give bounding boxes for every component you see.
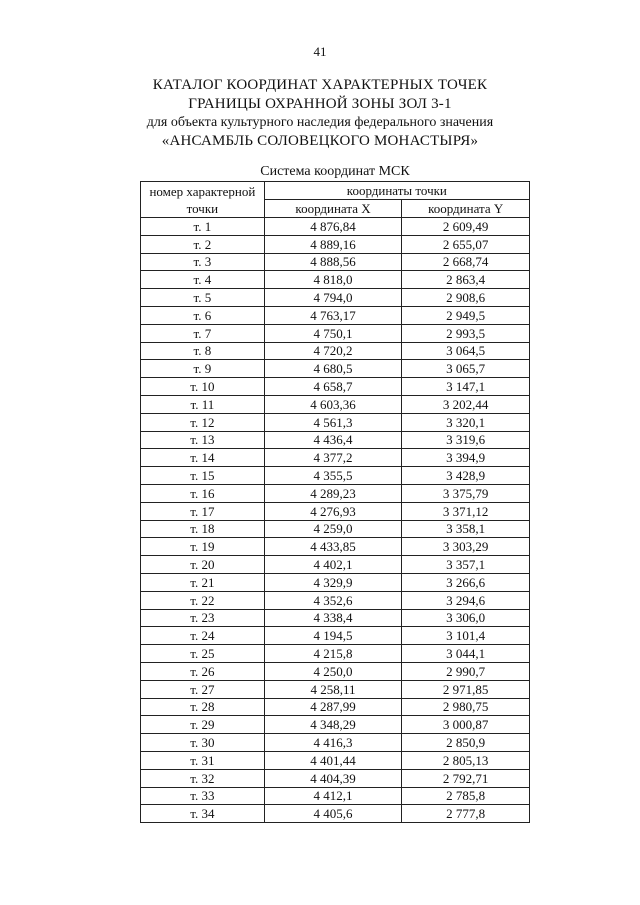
coordinate-x-cell: 4 436,4 [264,431,402,449]
point-number-cell: т. 24 [141,627,265,645]
point-number-cell: т. 14 [141,449,265,467]
coordinate-x-cell: 4 259,0 [264,520,402,538]
coordinate-x-cell: 4 329,9 [264,573,402,591]
table-row [141,484,530,502]
coordinate-y-cell: 2 792,71 [402,769,530,787]
table-row [141,306,530,324]
coordinate-y-cell: 2 993,5 [402,324,530,342]
point-number-cell: т. 21 [141,573,265,591]
table-row [141,538,530,556]
coordinate-x-cell: 4 680,5 [264,360,402,378]
coordinate-x-cell: 4 401,44 [264,751,402,769]
coordinate-x-cell: 4 215,8 [264,645,402,663]
coordinate-y-cell: 3 101,4 [402,627,530,645]
table-row [141,218,530,236]
coordinate-y-cell: 2 863,4 [402,271,530,289]
table-row [141,395,530,413]
coordinate-y-cell: 3 000,87 [402,716,530,734]
coordinate-x-cell: 4 750,1 [264,324,402,342]
coordinate-x-cell: 4 258,11 [264,680,402,698]
point-number-cell: т. 2 [141,235,265,253]
table-row [141,627,530,645]
coordinate-x-cell: 4 276,93 [264,502,402,520]
coordinate-y-cell: 3 371,12 [402,502,530,520]
point-number-cell: т. 5 [141,289,265,307]
point-number-cell: т. 23 [141,609,265,627]
table-row [141,235,530,253]
coordinate-y-cell: 3 064,5 [402,342,530,360]
page-number: 41 [313,44,327,59]
header-coordinate-y: координата Y [402,200,530,218]
coordinate-y-cell: 3 065,7 [402,360,530,378]
point-number-cell: т. 12 [141,413,265,431]
point-number-cell: т. 16 [141,484,265,502]
coordinate-x-cell: 4 287,99 [264,698,402,716]
coordinate-y-cell: 2 990,7 [402,662,530,680]
coordinate-y-cell: 3 428,9 [402,467,530,485]
table-row [141,431,530,449]
coordinate-x-cell: 4 338,4 [264,609,402,627]
coordinate-y-cell: 2 609,49 [402,218,530,236]
coordinate-x-cell: 4 352,6 [264,591,402,609]
coordinate-x-cell: 4 412,1 [264,787,402,805]
coordinate-system-caption: Система координат МСК [260,164,410,179]
coordinate-y-cell: 3 306,0 [402,609,530,627]
table-row [141,645,530,663]
table-row [141,467,530,485]
coordinate-y-cell: 3 303,29 [402,538,530,556]
table-row [141,662,530,680]
coordinate-y-cell: 2 850,9 [402,734,530,752]
table-row [141,591,530,609]
point-number-cell: т. 6 [141,306,265,324]
table-row [141,573,530,591]
table-row [141,502,530,520]
coordinate-x-cell: 4 720,2 [264,342,402,360]
coordinate-x-cell: 4 402,1 [264,556,402,574]
coordinate-x-cell: 4 404,39 [264,769,402,787]
coordinate-y-cell: 2 980,75 [402,698,530,716]
point-number-cell: т. 30 [141,734,265,752]
point-number-cell: т. 27 [141,680,265,698]
header-point-number: номер характерной точки [141,182,265,218]
table-row [141,805,530,823]
coordinate-x-cell: 4 888,56 [264,253,402,271]
point-number-cell: т. 34 [141,805,265,823]
coordinate-y-cell: 3 294,6 [402,591,530,609]
coordinate-y-cell: 2 655,07 [402,235,530,253]
coordinate-x-cell: 4 763,17 [264,306,402,324]
point-number-cell: т. 10 [141,378,265,396]
point-number-cell: т. 13 [141,431,265,449]
table-body [141,218,530,823]
title-line-4: «АНСАМБЛЬ СОЛОВЕЦКОГО МОНАСТЫРЯ» [161,133,479,149]
coordinate-x-cell: 4 355,5 [264,467,402,485]
table-row [141,413,530,431]
point-number-cell: т. 31 [141,751,265,769]
document-title [0,76,640,151]
coordinate-x-cell: 4 289,23 [264,484,402,502]
table-row [141,253,530,271]
table-row [141,342,530,360]
coordinate-x-cell: 4 876,84 [264,218,402,236]
point-number-cell: т. 7 [141,324,265,342]
table-row [141,751,530,769]
header-coordinates: координаты точки [264,182,529,200]
point-number-cell: т. 18 [141,520,265,538]
coordinate-x-cell: 4 194,5 [264,627,402,645]
point-number-cell: т. 19 [141,538,265,556]
coordinate-x-cell: 4 794,0 [264,289,402,307]
coordinate-y-cell: 3 375,79 [402,484,530,502]
coordinate-y-cell: 2 668,74 [402,253,530,271]
point-number-cell: т. 17 [141,502,265,520]
point-number-cell: т. 1 [141,218,265,236]
coordinate-y-cell: 3 394,9 [402,449,530,467]
coordinate-x-cell: 4 603,36 [264,395,402,413]
point-number-cell: т. 15 [141,467,265,485]
point-number-cell: т. 26 [141,662,265,680]
point-number-cell: т. 20 [141,556,265,574]
table-row [141,609,530,627]
table-row [141,787,530,805]
coordinate-x-cell: 4 561,3 [264,413,402,431]
table-row [141,324,530,342]
table-row [141,520,530,538]
table-row [141,289,530,307]
table-row [141,716,530,734]
point-number-cell: т. 9 [141,360,265,378]
coordinate-y-cell: 3 358,1 [402,520,530,538]
coordinate-x-cell: 4 889,16 [264,235,402,253]
point-number-cell: т. 32 [141,769,265,787]
table-row [141,449,530,467]
point-number-cell: т. 28 [141,698,265,716]
coordinate-y-cell: 2 777,8 [402,805,530,823]
title-line-3: для объекта культурного наследия федерального значения [146,115,494,130]
coordinate-x-cell: 4 658,7 [264,378,402,396]
table-row [141,680,530,698]
coordinate-x-cell: 4 250,0 [264,662,402,680]
table-row [141,698,530,716]
coordinate-x-cell: 4 433,85 [264,538,402,556]
coordinate-x-cell: 4 348,29 [264,716,402,734]
coordinate-y-cell: 3 320,1 [402,413,530,431]
point-number-cell: т. 33 [141,787,265,805]
coordinate-y-cell: 3 147,1 [402,378,530,396]
coordinate-y-cell: 2 785,8 [402,787,530,805]
point-number-cell: т. 29 [141,716,265,734]
coordinate-x-cell: 4 818,0 [264,271,402,289]
coordinate-y-cell: 2 908,6 [402,289,530,307]
point-number-cell: т. 11 [141,395,265,413]
coordinate-x-cell: 4 377,2 [264,449,402,467]
title-line-2: ГРАНИЦЫ ОХРАННОЙ ЗОНЫ ЗОЛ 3-1 [188,96,452,112]
coordinate-x-cell: 4 416,3 [264,734,402,752]
table-row [141,769,530,787]
coordinate-y-cell: 3 044,1 [402,645,530,663]
point-number-cell: т. 22 [141,591,265,609]
coordinates-table [140,181,530,823]
table-row [141,734,530,752]
coordinate-y-cell: 2 971,85 [402,680,530,698]
coordinate-y-cell: 2 949,5 [402,306,530,324]
coordinate-y-cell: 3 202,44 [402,395,530,413]
coordinate-y-cell: 3 357,1 [402,556,530,574]
point-number-cell: т. 3 [141,253,265,271]
table-row [141,378,530,396]
point-number-cell: т. 25 [141,645,265,663]
coordinate-y-cell: 3 319,6 [402,431,530,449]
point-number-cell: т. 8 [141,342,265,360]
header-coordinate-x: координата X [264,200,402,218]
title-line-1: КАТАЛОГ КООРДИНАТ ХАРАКТЕРНЫХ ТОЧЕК [152,77,488,93]
coordinate-y-cell: 2 805,13 [402,751,530,769]
table-row [141,360,530,378]
coordinate-x-cell: 4 405,6 [264,805,402,823]
point-number-cell: т. 4 [141,271,265,289]
coordinate-y-cell: 3 266,6 [402,573,530,591]
table-row [141,271,530,289]
table-row [141,556,530,574]
